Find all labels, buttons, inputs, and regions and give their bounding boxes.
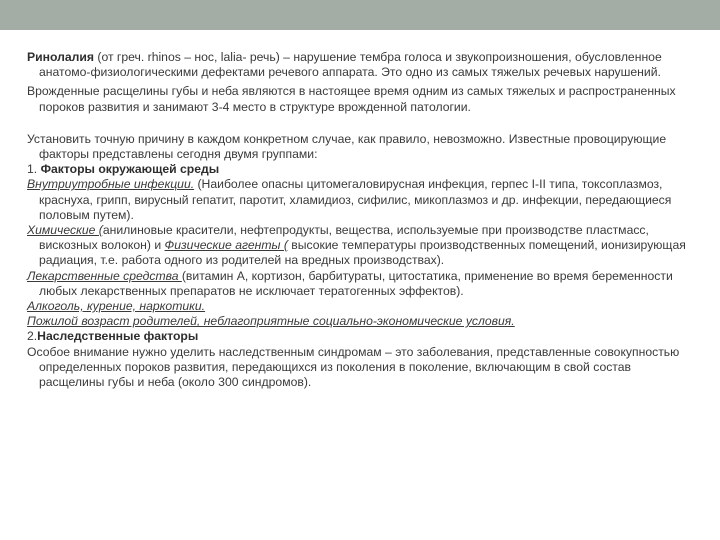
group-1-heading [27,162,699,177]
top-bar [0,0,720,30]
factor-medicines-label: Лекарственные средства [27,268,182,283]
group-1-number: 1. [27,162,41,177]
factor-infections-text: (Наиболее опасны цитомегаловирусная инфекция, герпес I-II типа, токсоплазмоз, краснуха, грипп, вирусный гепатит, паротит, хламидиоз, сифилис, микоплазмоз и др. инфекции, передающиеся половым путем). [39,177,672,222]
factor-physical-text: высокие температуры производственных помещений, ионизирующая радиация, т.е. работа одного из родителей на вредных производствах). [39,238,686,268]
causes-intro-paragraph: Установить точную причину в каждом конкретном случае, как правило, невозможно. Известные провоцирующие факторы представлены сегодня двумя группами: [27,131,667,162]
factor-medicines [27,269,699,299]
factor-alcohol [27,299,699,314]
rhinolalia-definition [27,50,699,80]
factor-chemical-label: Химические ( [27,223,103,238]
factor-chemical-physical [27,223,699,269]
factor-infections [27,177,699,223]
term-rhinolalia: Ринолалия [27,50,94,64]
group-2-heading [27,329,699,344]
slide-content [27,50,699,390]
spacer [27,119,699,132]
factor-alcohol-label: Алкоголь, курение, наркотики. [27,299,206,314]
factor-parent-age [27,314,699,329]
factor-physical-label: Физические агенты ( [164,238,288,253]
hereditary-syndromes-paragraph: Особое внимание нужно уделить наследственным синдромам – это заболевания, представленные совокупностью определенных пороков развития, передающихся из поколения в поколение, включающим в свой состав расщелины губы и неба (около 300 синдромов). [27,344,680,390]
group-1-title: Факторы окружающей среды [40,162,220,177]
cleft-prevalence-paragraph: Врожденные расщелины губы и неба являются в настоящее время одним из самых тяжелых и распространенных пороков развития и занимают 3-4 место в структуре врожденной патологии. [27,84,676,114]
factor-infections-label: Внутриутробные инфекции. [27,177,195,192]
definition-text: (от греч. rhinos – нос, lalia- речь) – нарушение тембра голоса и звукопроизношения, обусловленное анатомо-физиологическими дефектами речевого аппарата. Это одно из самых тяжелых речевых нарушений. [39,50,662,80]
factor-chemical-text: анилиновые красители, нефтепродукты, вещества, используемые при производстве пластмасс, вискозных волокон) и [39,223,649,253]
factor-medicines-text: (витамин А, кортизон, барбитураты, цитостатика, применение во время беременности любых лекарственных препаратов не исключает тератогенных эффектов). [39,268,673,298]
factor-parent-age-label: Пожилой возраст родителей, неблагоприятные социально-экономические условия. [27,314,515,329]
group-2-number: 2. [27,329,38,344]
group-2-title: Наследственные факторы [37,329,199,344]
